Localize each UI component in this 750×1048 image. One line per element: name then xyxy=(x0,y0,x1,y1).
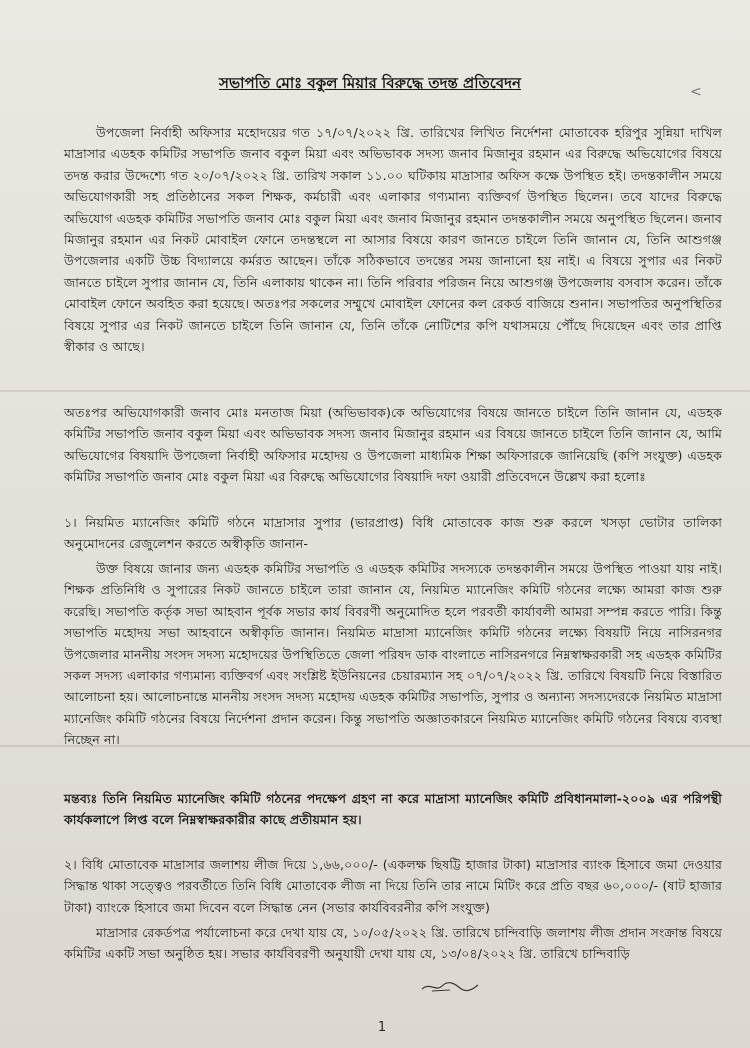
signature xyxy=(420,980,480,994)
paragraph-comment: মন্তব্যঃ তিনি নিয়মিত ম্যানেজিং কমিটি গঠনের পদক্ষেপ গ্রহণ না করে মাদ্রাসা ম্যানেজিং কমিটি প্রবিধানমালা-২০০৯ এর পরিপন্থী কার্যকলাপে লিপ্ত বলে নিম্নস্বাক্ষরকারীর কাছে প্রতীয়মান হয়। xyxy=(64,791,722,828)
paragraph-point-2-details: মাদ্রাসার রেকর্ডপত্র পর্যালোচনা করে দেখা যায় যে, ১০/০৫/২০২২ খ্রি. তারিখে চান্দিবাড়ি জলাশয় লীজ প্রদান সংক্রান্ত বিষয়ে কমিটির একটি সভা অনুষ্ঠিত হয়। সভার কার্যবিবরণী অনুযায়ী দেখা যায় যে, ১৩/০৪/২০২২ খ্রি. তারিখে চান্দিবাড়ি xyxy=(64,925,722,962)
paragraph-point-1-details: উক্ত বিষয়ে জানার জন্য এডহক কমিটির সভাপতি ও এডহক কমিটির সদস্যকে তদন্তকালীন সময়ে উপস্থিত পাওয়া যায় নাই। শিক্ষক প্রতিনিধি ও সুপারের নিকট জানতে চাইলে তারা জানান যে, নিয়মিত ম্যানেজিং কমিটি গঠনের লক্ষ্যে আমরা কাজ শুরু করেছি। সভাপতি কর্তৃক সভা আহবান পূর্বক সভার কার্য বিবরণী অনুমোদিত হলে পরবর্তী কার্যাবলী আমরা সম্পন্ন করতে পারি। কিন্তু সভাপতি মহোদয় সভা আহবানে অস্বীকৃতি জানান। নিয়মিত মাদ্রাসা ম্যানেজিং কমিটি গঠনের লক্ষ্যে বিষয়টি নিয়ে নাসিরনগর উপজেলার মাননীয় সংসদ সদস্য মহোদয়ের উপস্থিতিতে জেলা পরিষদ ডাক বাংলাতে নাসিরনগরে নিম্নস্বাক্ষরকারী সহ এডহক কমিটির সকল সদস্য এলাকার গণ্যমান্য ব্যক্তিবর্গ এবং সংশ্লিষ্ট ইউনিয়নের চেয়ারম্যান সহ ০৭/০৭/২০২২ খ্রি. তারিখে বিষয়টি নিয়ে বিস্তারিত আলোচনা হয়। আলোচনান্তে মাননীয় সংসদ সদস্য মহোদয় এডহক কমিটির সভাপতি, সুপার ও অন্যান্য সদস্যদেরকে নিয়মিত মাদ্রাসা ম্যানেজিং কমিটি গঠনের বিষয়ে নির্দেশনা প্রদান করেন। কিন্তু সভাপতি অজ্ঞাতকারনে নিয়মিত ম্যানেজিং কমিটি গঠনের বিষয়ে ব্যবস্থা নিচ্ছেন না। xyxy=(64,561,722,748)
paper-fold xyxy=(0,390,750,392)
page-number: 1 xyxy=(377,1020,387,1035)
paragraph-point-1: ১। নিয়মিত ম্যানেজিং কমিটি গঠনে মাদ্রাসার সুপার (ভারপ্রাপ্ত) বিধি মোতাবেক কাজ শুরু করলে খসড়া ভোটার তালিকা অনুমোদনের রেজুলেশন করতে অস্বীকৃতি জানান- xyxy=(64,515,722,552)
paragraph-intro: উপজেলা নির্বাহী অফিসার মহোদয়ের গত ১৭/০৭/২০২২ খ্রি. তারিখের লিখিত নির্দেশনা মোতাবেক হরিপুর সুন্নিয়া দাখিল মাদ্রাসার এডহক কমিটির সভাপতি জনাব বকুল মিয়া এবং অভিভাবক সদস্য জনাব মিজানুর রহমান এর বিরুদ্ধে অভিযোগের বিষয়ে তদন্ত করার উদ্দেশ্যে গত ২০/০৭/২০২২ খ্রি. তারিখ সকাল ১১.০০ ঘটিকায় মাদ্রাসার অফিস কক্ষে উপস্থিত হই। তদন্তকালীন সময়ে অভিযোগকারী সহ প্রতিষ্ঠানের সকল শিক্ষক, কর্মচারী এবং এলাকার গণ্যমান্য ব্যক্তিবর্গ উপস্থিত ছিলেন। তবে যাদের বিরুদ্ধে অভিযোগ এডহক কমিটির সভাপতি জনাব মোঃ বকুল মিয়া এবং জনাব মিজানুর রহমান তদন্তকালীন সময়ে অনুপস্থিত ছিলেন। জনাব মিজানুর রহমান এর নিকট মোবাইল ফোনে তদন্তস্থলে না আসার বিষয়ে কারণ জানতে চাইলে তিনি জানান যে, তিনি আশুগঞ্জ উপজেলার একটি উচ্চ বিদ্যালয়ে কর্মরত আছেন। তাঁকে সঠিকভাবে তদন্তের সময় জানানো হয় নাই। এ বিষয়ে সুপার এর নিকট জানতে চাইলে সুপার জানান যে, তিনি এলাকায় থাকেন না। তিনি পরিবার পরিজন নিয়ে আশুগঞ্জ উপজেলায় বসবাস করেন। তাঁকে মোবাইল ফোনে অবহিত করা হয়েছে। অতঃপর সকলের সম্মুখে মোবাইল ফোনের কল রেকর্ড বাজিয়ে শুনান। সভাপতির অনুপস্থিতির বিষয়ে সুপার এর নিকট জানতে চাইলে তিনি জানান যে, তিনি তাঁকে নোটিশের কপি যথাসময়ে পৌঁছে দিয়েছেন এবং তার প্রাপ্তি স্বীকার ও আছে। xyxy=(64,125,722,355)
paragraph-point-2: ২। বিধি মোতাবেক মাদ্রাসার জলাশয় লীজ দিয়ে ১,৬৬,০০০/- (একলক্ষ ছিষট্টি হাজার টাকা) মাদ্রাসার ব্যাংক হিসাবে জমা দেওয়ার সিদ্ধান্ত থাকা সত্ত্বেও পরবর্তীতে তিনি বিধি মোতাবেক লীজ না দিয়ে তিনি তার নামে মিটিং করে প্রতি বছর ৬০,০০০/- (ষাট হাজার টাকা) ব্যাংকে হিসাবে জমা দিবেন বলে সিদ্ধান্ত নেন (সভার কার্যবিবরনীর কপি সংযুক্ত) xyxy=(64,857,722,915)
document-title: সভাপতি মোঃ বকুল মিয়ার বিরুদ্ধে তদন্ত প্রতিবেদন xyxy=(219,74,521,92)
paragraph-complainant: অতঃপর অভিযোগকারী জনাব মোঃ মনতাজ মিয়া (অভিভাবক)কে অভিযোগের বিষয়ে জানতে চাইলে তিনি জানান যে, এডহক কমিটির সভাপতি জনাব বকুল মিয়া এবং অভিভাবক সদস্য জনাব মিজানুর রহমান এর বিষয়ে জানতে চাইলে তিনি জানান যে, আমি অভিযোগের বিষয়াদি উপজেলা নির্বাহী অফিসার মহোদয় ও উপজেলা মাধ্যমিক শিক্ষা অফিসারকে জানিয়েছি (কপি সংযুক্ত) এডহক কমিটির সভাপতি জনাব মোঃ বকুল মিয়া এর বিরুদ্ধে অভিযোগের বিষয়াদি দফা ওয়ারী প্রতিবেদনে উল্লেখ করা হলোঃ xyxy=(64,405,722,485)
corner-mark: < xyxy=(690,84,702,100)
